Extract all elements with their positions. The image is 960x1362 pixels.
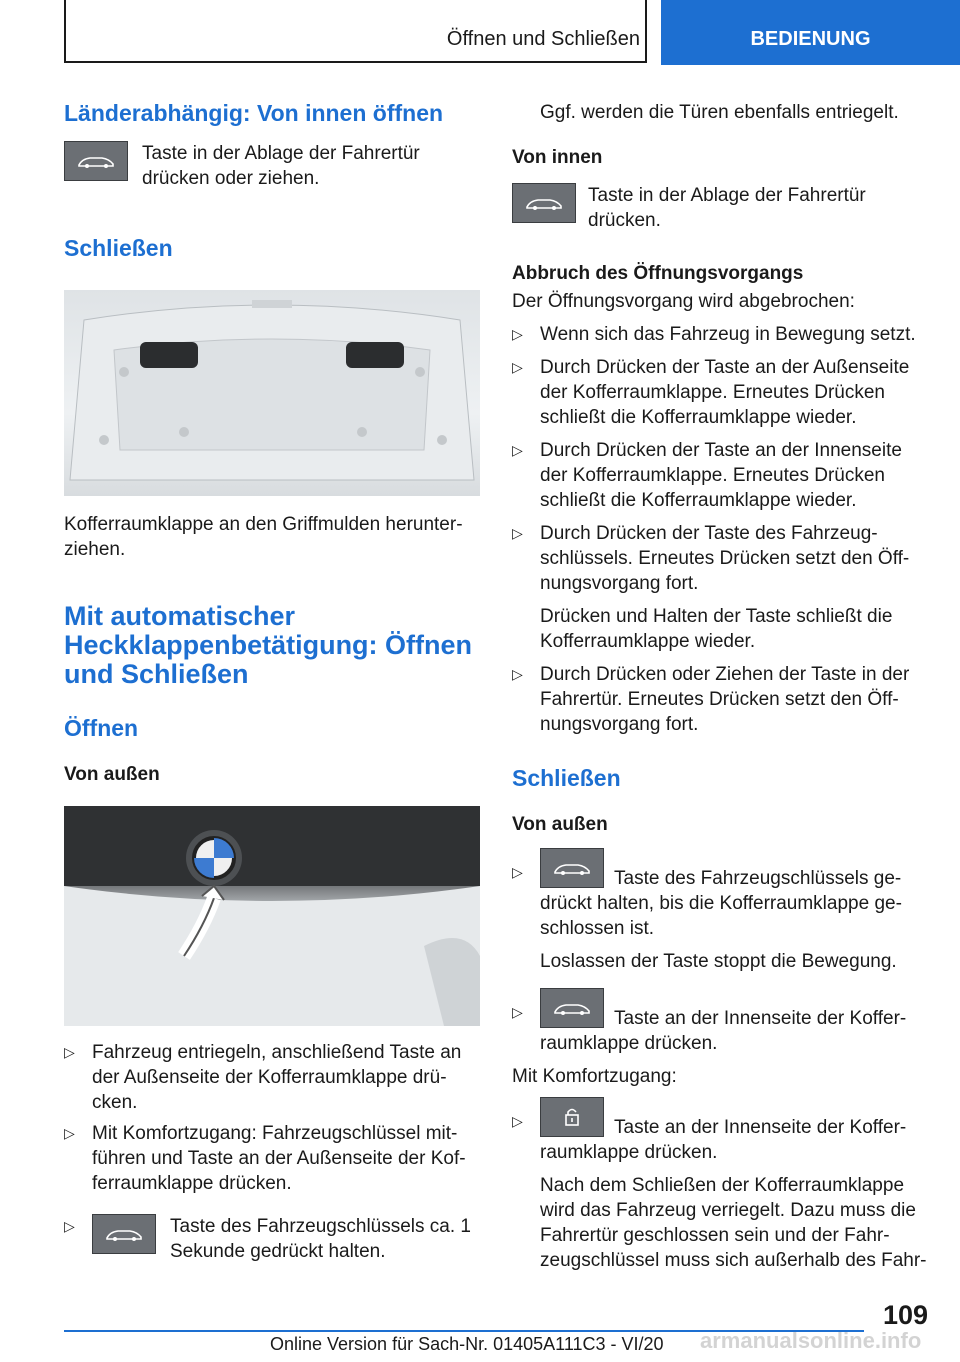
list-item-text: Durch Drücken oder Ziehen der Taste in der Fahrertür. Erneutes Drücken setzt den Öff-nungsvorgang fort. — [540, 664, 910, 735]
heading-automatic-tailgate: Mit automatischer Heckklappenbetätigung: Öffnen und Schließen — [64, 601, 473, 689]
list-item-extra: Drücken und Halten der Taste schließt die Kofferraumklappe wieder. — [540, 606, 893, 652]
left-column — [64, 100, 482, 1264]
trunk-button-illustration — [64, 806, 480, 1026]
list-item — [512, 438, 932, 513]
bullet-triangle-icon: ▷ — [64, 1044, 75, 1060]
list-item-text: Durch Drücken der Taste an der Außenseite der Kofferraumklappe. Erneutes Drücken schließt die Kofferraumklappe wieder. — [540, 357, 910, 428]
close-bullet-list — [512, 848, 932, 1273]
country-icon-row — [64, 141, 482, 191]
close-caption: Kofferraumklappe an den Griffmulden herunter-ziehen. — [64, 514, 463, 560]
list-item-extra: Loslassen der Taste stoppt die Bewegung. — [540, 951, 897, 972]
car-trunk-icon — [540, 848, 604, 888]
list-item-extra: Nach dem Schließen der Kofferraumklappe wird das Fahrzeug verriegelt. Dazu muss die Fahrertür geschlossen sein und der Fahr-zeugschlüssel muss sich außerhalb des Fahr- — [540, 1175, 927, 1271]
bullet-triangle-icon: ▷ — [64, 1125, 75, 1141]
heading-abort: Abbruch des Öffnungsvorgangs — [512, 263, 804, 284]
header-section-title: Öffnen und Schließen — [446, 28, 640, 50]
open-bullet-list — [64, 1040, 482, 1264]
list-item-text: Wenn sich das Fahrzeug in Bewegung setzt. — [540, 324, 916, 345]
list-item — [512, 1097, 932, 1273]
list-item — [64, 1214, 482, 1264]
inside-text: Taste in der Ablage der Fahrertür drücken. — [588, 185, 866, 231]
bullet-triangle-icon: ▷ — [512, 1004, 523, 1020]
list-item-text: Taste des Fahrzeugschlüssels ca. 1 Sekunde gedrückt halten. — [170, 1216, 471, 1262]
country-text: Taste in der Ablage der Fahrertür drücken oder ziehen. — [142, 143, 420, 189]
footer-online-version: Online Version für Sach-Nr. 01405A111C3 - VI/20 — [270, 1334, 664, 1354]
watermark: armanualsonline.info — [700, 1328, 922, 1353]
heading-close-right: Schließen — [512, 765, 621, 791]
list-item-text: Taste an der Innenseite der Koffer-raumklappe drücken. — [540, 1008, 907, 1054]
list-item-text: Durch Drücken der Taste des Fahrzeug-schlüssels. Erneutes Drücken setzt den Öff-nungsvorgang fort. — [540, 523, 910, 594]
list-item — [64, 1121, 482, 1196]
trunk-button-photo — [64, 806, 480, 1026]
doors-text: Ggf. werden die Türen ebenfalls entriegelt. — [540, 102, 899, 123]
bullet-triangle-icon: ▷ — [512, 326, 523, 342]
heading-country-specific: Länderabhängig: Von innen öffnen — [64, 100, 444, 126]
list-item — [512, 355, 932, 430]
list-item-text: Taste an der Innenseite der Koffer-raumklappe drücken. — [540, 1117, 907, 1163]
bullet-triangle-icon: ▷ — [512, 359, 523, 375]
list-item — [512, 521, 932, 654]
heading-from-inside: Von innen — [512, 147, 603, 168]
trunk-lid-photo — [64, 290, 480, 496]
bullet-triangle-icon: ▷ — [512, 1113, 523, 1129]
abort-intro: Der Öffnungsvorgang wird abgebrochen: — [512, 291, 855, 312]
car-trunk-icon — [64, 141, 128, 181]
icon-bullet-row — [92, 1214, 482, 1264]
heading-open: Öffnen — [64, 715, 139, 741]
list-item-text: Durch Drücken der Taste an der Innenseite der Kofferraumklappe. Erneutes Drücken schließt die Kofferraumklappe wieder. — [540, 440, 902, 511]
list-item — [512, 988, 932, 1056]
list-item-text: Taste des Fahrzeugschlüssels ge-drückt halten, bis die Kofferraumklappe ge-schlossen ist. — [540, 868, 902, 939]
bullet-triangle-icon: ▷ — [512, 525, 523, 541]
chapter-label: BEDIENUNG — [750, 28, 871, 50]
car-trunk-icon — [92, 1214, 156, 1254]
abort-bullet-list — [512, 322, 932, 737]
heading-close: Schließen — [64, 235, 173, 261]
list-item — [512, 322, 932, 347]
inside-icon-row — [512, 183, 932, 233]
page-number: 109 — [882, 1300, 928, 1330]
bullet-triangle-icon: ▷ — [512, 666, 523, 682]
list-item — [512, 662, 932, 737]
list-item-text: Fahrzeug entriegeln, anschließend Taste an der Außenseite der Kofferraumklappe drü-cken. — [92, 1042, 462, 1113]
bullet-triangle-icon: ▷ — [64, 1218, 75, 1234]
heading-close-from-outside: Von außen — [512, 814, 608, 835]
bullet-triangle-icon: ▷ — [512, 864, 523, 880]
header-chapter-tab — [661, 0, 960, 65]
bullet-triangle-icon: ▷ — [512, 442, 523, 458]
list-item-text: Mit Komfortzugang: Fahrzeugschlüssel mit-führen und Taste an der Außenseite der Kof-ferraumklappe drücken. — [92, 1123, 466, 1194]
list-item — [64, 1040, 482, 1115]
right-column — [512, 100, 932, 1273]
heading-from-outside: Von außen — [64, 764, 160, 785]
comfort-access-label: Mit Komfortzugang: — [512, 1066, 677, 1087]
list-item — [512, 848, 932, 974]
car-trunk-icon — [512, 183, 576, 223]
trunk-lid-illustration — [64, 290, 480, 496]
